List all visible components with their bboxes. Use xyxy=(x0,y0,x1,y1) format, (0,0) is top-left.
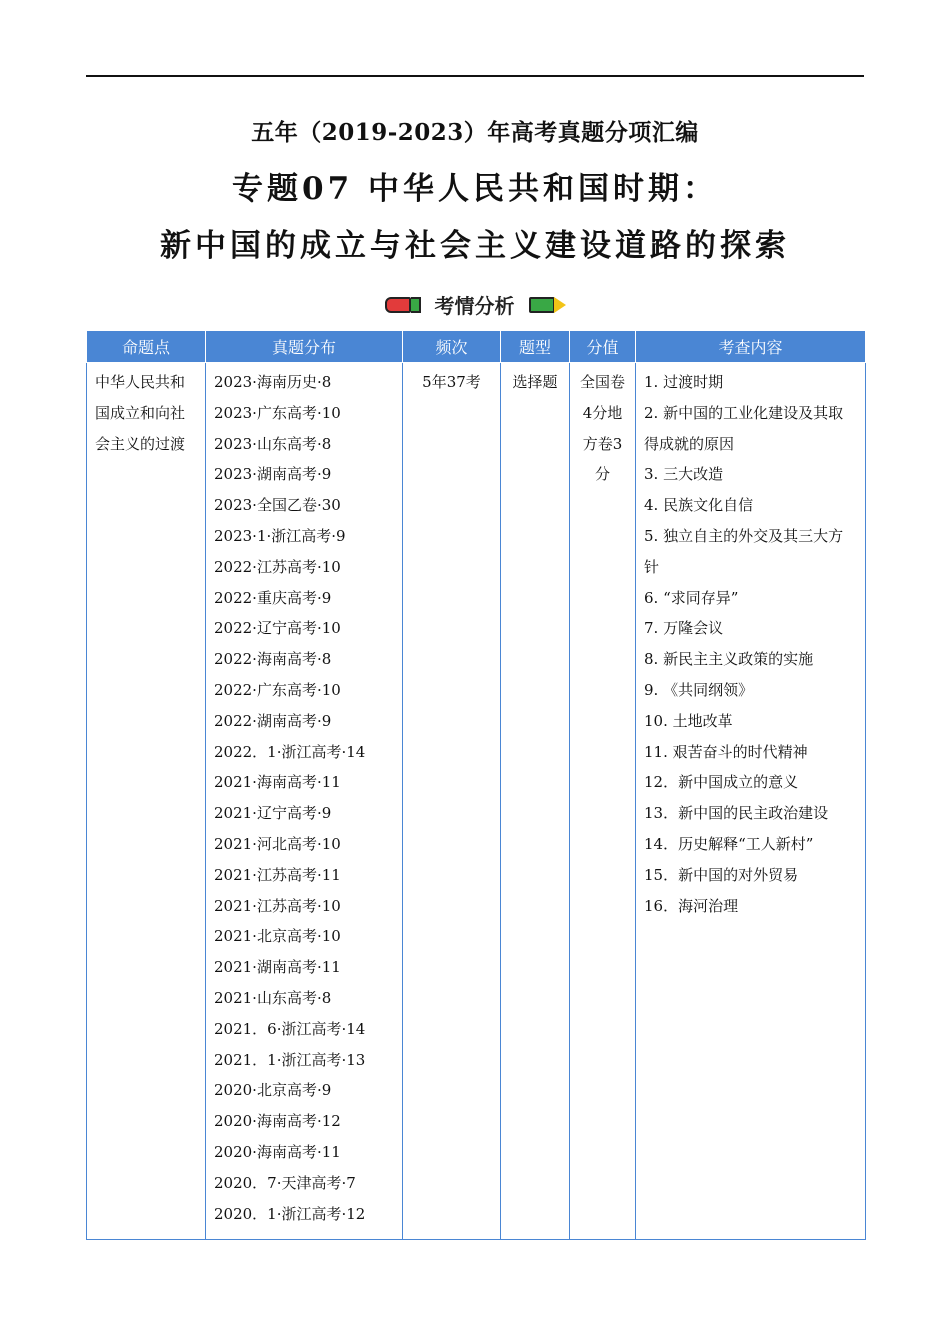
question-list-item: 2021．6·浙江高考·14 xyxy=(214,1019,366,1038)
content-list-item: 16．海河治理 xyxy=(644,896,739,915)
content-list-item: 1. 过渡时期 xyxy=(644,373,724,391)
question-list-item: 2022·广东高考·10 xyxy=(214,680,341,699)
column-header-question-type: 题型 xyxy=(501,331,570,363)
content-list-item: 5. 独立自主的外交及其三大方针 xyxy=(644,526,844,576)
content-list-item: 2. 新中国的工业化建设及其取得成就的原因 xyxy=(644,403,844,453)
questions-list xyxy=(214,367,394,1229)
question-list-item: 2021·湖南高考·11 xyxy=(214,958,341,977)
content-list-item: 8. 新民主主义政策的实施 xyxy=(644,650,814,669)
question-list-item: 2022·海南高考·8 xyxy=(214,650,332,669)
pencil-right-icon xyxy=(529,297,566,313)
column-header-contents: 考查内容 xyxy=(636,331,866,363)
question-list-item: 2023·1·浙江高考·9 xyxy=(214,526,346,545)
question-list-item: 2020·北京高考·9 xyxy=(214,1081,332,1100)
series-title: 五年（2019-2023）年高考真题分项汇编 xyxy=(251,119,699,146)
proposition-cell: 中华人民共和国成立和向社会主义的过渡 xyxy=(87,363,206,1240)
content-list-item: 14．历史解释“工人新村” xyxy=(644,834,814,853)
question-list-item: 2020．1·浙江高考·12 xyxy=(214,1204,366,1223)
question-list-item: 2023·湖南高考·9 xyxy=(214,465,332,484)
column-header-proposition: 命题点 xyxy=(87,331,206,363)
pencil-left-icon xyxy=(385,297,421,313)
content-list-item: 6. “求同存异” xyxy=(644,588,739,607)
column-header-frequency: 频次 xyxy=(403,331,501,363)
top-rule xyxy=(86,75,864,77)
table-header-row xyxy=(87,331,866,363)
content-list-item: 10. 土地改革 xyxy=(644,711,733,730)
question-list-item: 2021·山东高考·8 xyxy=(214,988,332,1007)
question-type-cell: 选择题 xyxy=(501,363,570,1240)
analysis-title: 考情分析 xyxy=(434,294,515,318)
question-list-item: 2020·海南高考·12 xyxy=(214,1112,341,1131)
question-list-item: 2021·河北高考·10 xyxy=(214,834,341,853)
question-list-item: 2022·重庆高考·9 xyxy=(214,588,332,607)
column-header-questions: 真题分布 xyxy=(206,331,403,363)
content-list-item: 7. 万隆会议 xyxy=(644,619,724,638)
question-list-item: 2021．1·浙江高考·13 xyxy=(214,1050,366,1069)
question-list-item: 2021·北京高考·10 xyxy=(214,927,341,946)
frequency-cell: 5年37考 xyxy=(403,363,501,1240)
contents-list xyxy=(644,367,857,921)
content-list-item: 9. 《共同纲领》 xyxy=(644,680,754,699)
question-list-item: 2021·江苏高考·11 xyxy=(214,865,341,884)
table-row xyxy=(87,363,866,1240)
exam-analysis-table xyxy=(86,331,866,1240)
content-list-item: 13．新中国的民主政治建设 xyxy=(644,804,829,823)
questions-cell xyxy=(206,363,403,1240)
content-list-item: 15．新中国的对外贸易 xyxy=(644,865,799,884)
question-list-item: 2023·广东高考·10 xyxy=(214,403,341,422)
column-header-score: 分值 xyxy=(570,331,636,363)
contents-cell xyxy=(636,363,866,1240)
question-list-item: 2021·江苏高考·10 xyxy=(214,896,341,915)
question-list-item: 2023·海南历史·8 xyxy=(214,373,332,391)
question-list-item: 2020·海南高考·11 xyxy=(214,1142,341,1161)
topic-title-line-2: 新中国的成立与社会主义建设道路的探索 xyxy=(160,228,790,264)
question-list-item: 2021·辽宁高考·9 xyxy=(214,804,332,823)
analysis-banner xyxy=(0,290,950,319)
question-list-item: 2022·江苏高考·10 xyxy=(214,557,341,576)
content-list-item: 3. 三大改造 xyxy=(644,465,724,484)
question-list-item: 2021·海南高考·11 xyxy=(214,773,341,792)
content-list-item: 11. 艰苦奋斗的时代精神 xyxy=(644,742,808,761)
content-list-item: 4. 民族文化自信 xyxy=(644,496,754,515)
question-list-item: 2022．1·浙江高考·14 xyxy=(214,742,366,761)
topic-title-line-1: 专题07 中华人民共和国时期： xyxy=(232,171,718,207)
question-list-item: 2020．7·天津高考·7 xyxy=(214,1173,356,1192)
content-list-item: 12．新中国成立的意义 xyxy=(644,773,799,792)
question-list-item: 2022·辽宁高考·10 xyxy=(214,619,341,638)
question-list-item: 2023·全国乙卷·30 xyxy=(214,496,341,515)
score-cell: 全国卷4分地方卷3分 xyxy=(570,363,636,1240)
question-list-item: 2022·湖南高考·9 xyxy=(214,711,332,730)
question-list-item: 2023·山东高考·8 xyxy=(214,434,332,453)
